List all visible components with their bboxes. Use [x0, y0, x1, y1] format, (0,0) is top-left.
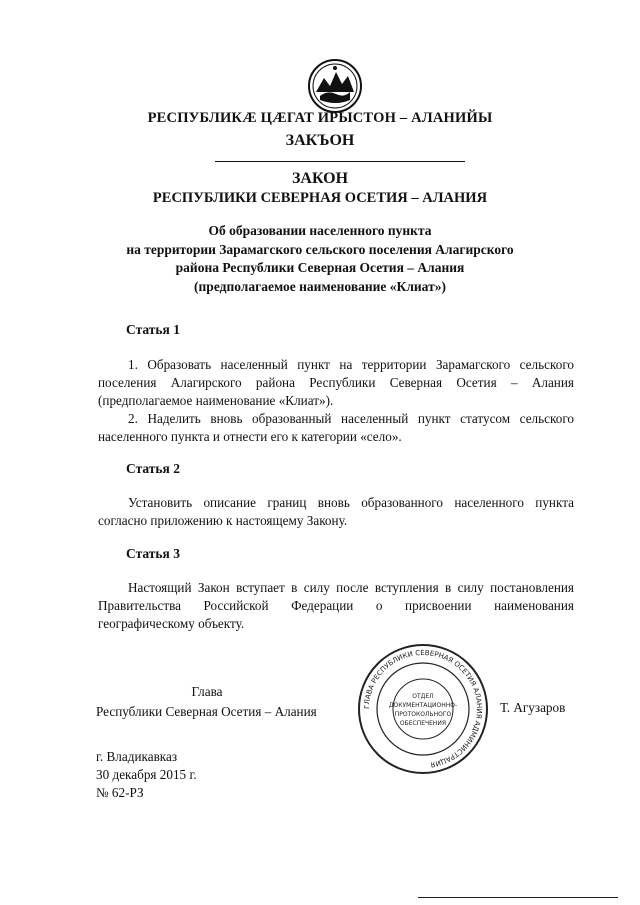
article-1-paragraph-2: 2. Наделить вновь образованный населенный пункт статусом сельского населенного пункта и отнести его к категории «село». [98, 411, 574, 444]
footer-number: № 62-РЗ [96, 785, 144, 800]
article-3-paragraph-1: Настоящий Закон вступает в силу после вступления в силу постановления Правительства Российской Федерации о присвоении наименования географическому объекту. [98, 580, 574, 631]
stamp-center-line: ОТДЕЛ [412, 693, 434, 700]
subject-line: Об образовании населенного пункта [208, 223, 432, 238]
article-2-title: Статья 2 [126, 461, 180, 476]
subject-line: на территории Зарамагского сельского поселения Алагирского [126, 241, 514, 257]
signatory-name: Т. Агузаров [500, 700, 566, 715]
coat-of-arms-icon [306, 56, 364, 114]
subject-line: района Республики Северная Осетия – Алания [175, 260, 465, 275]
republic-title-ossetian: РЕСПУБЛИКӔ ЦӔГАТ ИРЫСТОН – АЛАНИЙЫ [147, 110, 493, 126]
law-subject [100, 222, 540, 296]
stamp-center-line: ОБЕСПЕЧЕНИЯ [399, 720, 447, 727]
article-3-title: Статья 3 [126, 546, 180, 561]
law-title-ossetian: ЗАКЪОН [285, 132, 355, 149]
page-bottom-line [418, 897, 618, 898]
footer-city: г. Владикавказ [96, 749, 178, 764]
stamp-ring-text: ГЛАВА РЕСПУБЛИКИ СЕВЕРНАЯ ОСЕТИЯ АЛАНИЯ АДМИНИСТРАЦИЯ [362, 648, 484, 769]
article-1-title: Статья 1 [126, 322, 180, 337]
document-footer [96, 748, 197, 802]
subject-line: (предполагаемое наименование «Клиат») [194, 278, 446, 294]
position-line: Глава [191, 684, 223, 699]
stamp-center-line: ПРОТОКОЛЬНОГО [394, 711, 452, 718]
article-1-paragraph-1: 1. Образовать населенный пункт на территории Зарамагского сельского поселения Алагирского района Республики Северная Осетия – Алания (предполагаемое наименование «Клиат»). [98, 357, 574, 408]
law-title-russian: ЗАКОН [291, 170, 349, 187]
republic-title-russian: РЕСПУБЛИКИ СЕВЕРНАЯ ОСЕТИЯ – АЛАНИЯ [152, 190, 488, 206]
official-stamp-icon [356, 642, 490, 776]
footer-date: 30 декабря 2015 г. [96, 767, 197, 782]
article-2-paragraph-1: Установить описание границ вновь образованного населенного пункта согласно приложению к настоящему Закону. [98, 495, 574, 528]
position-line: Республики Северная Осетия – Алания [96, 704, 317, 719]
signatory-position [96, 682, 346, 722]
stamp-center-line: ДОКУМЕНТАЦИОННО- [388, 702, 458, 709]
header-divider [215, 161, 465, 162]
